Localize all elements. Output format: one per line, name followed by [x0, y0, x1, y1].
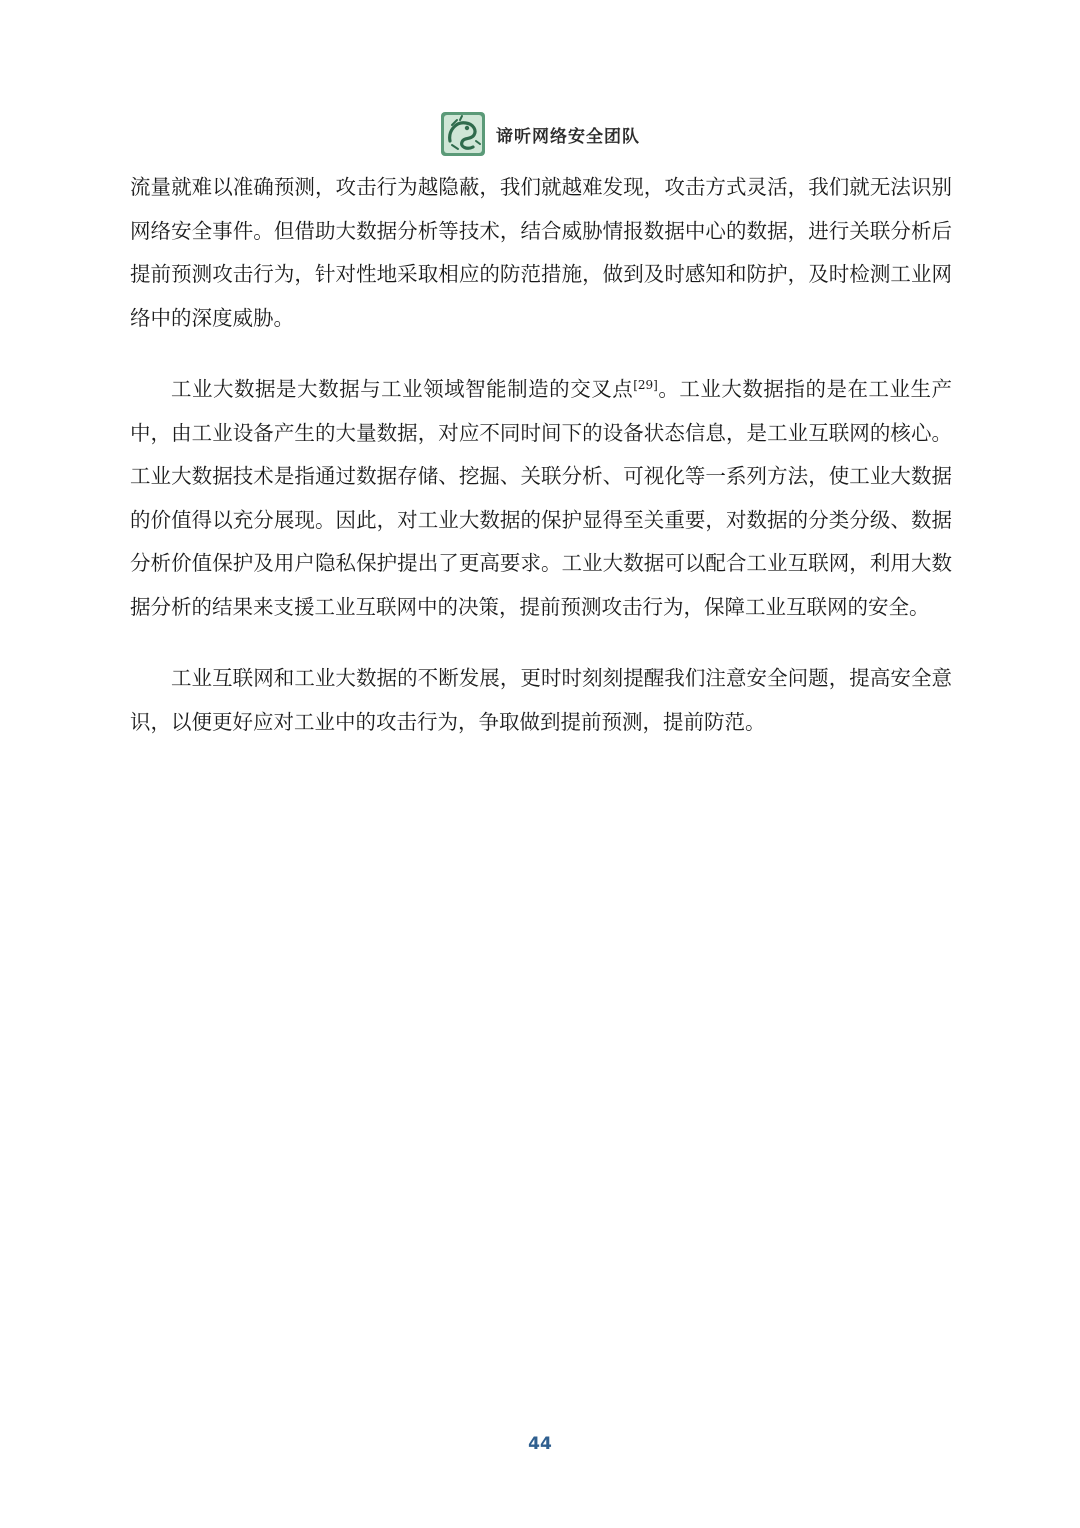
paragraph-3: 工业互联网和工业大数据的不断发展，更时时刻刻提醒我们注意安全问题，提高安全意识，以便更好应对工业中的攻击行为，争取做到提前预测，提前防范。	[130, 666, 952, 734]
paragraph-2-text-after: 。工业大数据指的是在工业生产中，由工业设备产生的大量数据，对应不同时间下的设备状态信息，是工业互联网的核心。工业大数据技术是指通过数据存储、挖掘、关联分析、可视化等一系列方法，使工业大数据的价值得以充分展现。因此，对工业大数据的保护显得至关重要，对数据的分类分级、数据分析价值保护及用户隐私保护提出了更高要求。工业大数据可以配合工业互联网，利用大数据分析的结果来支援工业互联网中的决策，提前预测攻击行为，保障工业互联网的安全。	[130, 377, 952, 619]
paragraph-2	[130, 368, 952, 629]
page-header	[0, 108, 1080, 160]
citation-29: [29]	[633, 378, 658, 392]
document-body	[130, 166, 952, 772]
dragon-seal-logo-icon	[440, 111, 486, 157]
team-name: 谛听网络安全团队	[496, 126, 640, 147]
page-number: 44	[528, 1434, 552, 1454]
paragraph-1: 流量就难以准确预测，攻击行为越隐蔽，我们就越难发现，攻击方式灵活，我们就无法识别网络安全事件。但借助大数据分析等技术，结合威胁情报数据中心的数据，进行关联分析后提前预测攻击行为，针对性地采取相应的防范措施，做到及时感知和防护，及时检测工业网络中的深度威胁。	[130, 175, 952, 330]
paragraph-2-text-before: 工业大数据是大数据与工业领域智能制造的交叉点	[171, 377, 634, 401]
